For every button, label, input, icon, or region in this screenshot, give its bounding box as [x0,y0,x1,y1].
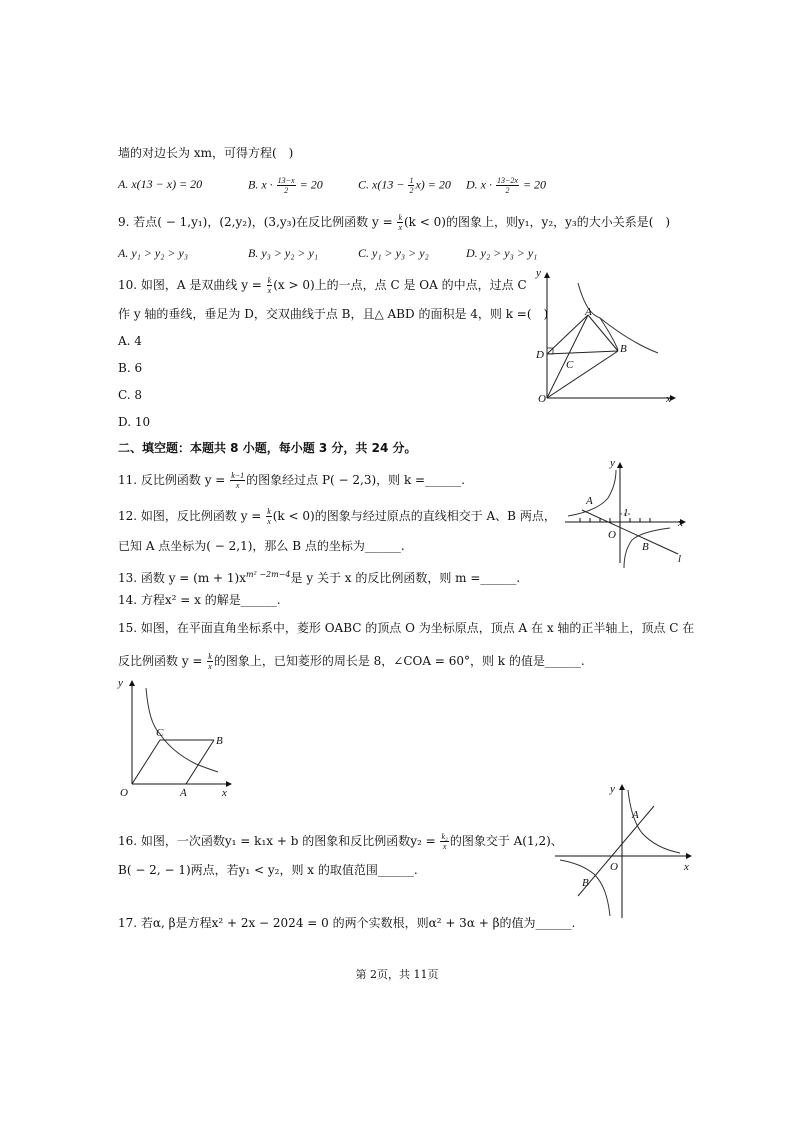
q10-fig-point-d: D [536,349,544,361]
q12-fig-point-a: A [586,495,593,507]
q16-stem-line2: B( − 2, − 1)两点，若y₁ < y₂，则 x 的取值范围______. [118,863,418,877]
q8-option-d: D. x · $\frac{13-2x}{2}$ = 20 [466,176,547,195]
q10-fig-y-label: y [536,267,541,279]
page-footer: 第 2页，共 11页 [355,968,439,981]
q10-figure [530,268,680,408]
q16-stem-line1: 16. 如图，一次函数y₁ = k₁x + b 的图象和反比例函数y₂ = $\frac{\text{k₂}}{x}$ 的图象交于 A(1,2)、 [118,832,563,851]
q12-stem-line1: 12. 如图，反比例函数 y = $\frac{k}{x}$ (k < 0)的图象与经过原点的直线相交于 A、B 两点， [118,507,556,526]
q9-option-d: D. y₂ > y₃ > y₁ [466,246,538,260]
q8-option-c: C. x(13 − $\frac{1}{2}$ x) = 20 [358,176,451,195]
q9-option-b: B. y₃ > y₂ > y₁ [248,246,319,260]
q12-stem-line2: 已知 A 点坐标为( − 2,1)，那么 B 点的坐标为______. [118,539,405,553]
q15-stem-line1: 15. 如图，在平面直角坐标系中，菱形 OABC 的顶点 O 为坐标原点，顶点 A 在 x 轴的正半轴上，顶点 C 在 [118,621,695,635]
q15-fig-point-b: B [216,735,223,747]
q16-fig-point-b: B [582,877,589,889]
q10-option-c: C. 8 [118,388,143,402]
q9-option-a: A. y₁ > y₂ > y₃ [118,246,189,260]
q10-fig-origin: O [538,393,546,405]
q10-fig-x-label: x [666,393,671,405]
q10-option-d: D. 10 [118,415,151,429]
q12-fig-point-b: B [642,541,649,553]
q15-fig-point-c: C [156,727,164,739]
q15-figure [116,676,236,801]
q15-fig-y-label: y [118,677,123,689]
q16-fig-y-label: y [610,783,615,795]
q12-fig-tick-one: 1 [623,507,629,519]
q8-option-b: B. x · $\frac{13-x}{2}$ = 20 [248,176,323,195]
q16-figure [550,778,700,923]
q16-fig-x-label: x [684,861,689,873]
q10-option-a: A. 4 [118,334,142,348]
q15-fig-origin: O [120,787,128,799]
q15-fig-x-label: x [222,787,227,799]
q10-fig-point-a: A [585,306,592,318]
q12-figure [560,458,690,568]
q10-fig-point-b: B [620,343,627,355]
q12-fig-line-l: l [678,553,682,565]
section-2-heading: 二、填空题：本题共 8 小题，每小题 3 分，共 24 分。 [118,441,417,455]
q8-option-a: A. x(13 − x) = 20 [118,177,203,191]
q8-stem-tail: 墙的对边长为 xm，可得方程( ) [118,146,294,160]
q14-stem: 14. 方程x² = x 的解是______. [118,593,281,607]
q12-fig-x-label: x [678,517,683,529]
q16-fig-point-a: A [632,809,639,821]
q10-stem-line2: 作 y 轴的垂线，垂足为 D，交双曲线于点 B，且△ ABD 的面积是 4，则 k =( ) [118,307,549,321]
q13-stem: 13. 函数 $y = (m + 1)x^{m^2 -2m-4}$是 y 关于 x 的反比例函数，则 m =______. [118,570,521,585]
q10-option-b: B. 6 [118,361,143,375]
q10-fig-point-c: C [566,359,574,371]
q11-stem: 11. 反比例函数 y = $\frac{k-1}{x}$ 的图象经过点 P( − 2,3)，则 k =______. [118,471,465,490]
q12-fig-origin: O [608,529,616,541]
q15-fig-point-a: A [180,787,187,799]
q15-stem-line2: 反比例函数 y = $\frac{k}{x}$ 的图象上，已知菱形的周长是 8，∠COA = 60°，则 k 的值是______. [118,652,585,671]
q17-stem: 17. 若α, β是方程x² + 2x − 2024 = 0 的两个实数根，则α² + 3α + β的值为______. [118,916,576,930]
q9-option-c: C. y₁ > y₃ > y₂ [358,246,429,260]
q9-stem: 9. 若点( − 1,y₁)，(2,y₂)，(3,y₃)在反比例函数 y = $\frac{k}{x}$ (k < 0)的图象上，则y₁，y₂，y₃的大小关系是( ) [118,213,671,232]
q10-stem-line1: 10. 如图，A 是双曲线 y = $\frac{k}{x}$ (x > 0)上的一点，点 C 是 OA 的中点，过点 C [118,276,527,295]
q16-fig-origin: O [610,861,618,873]
q12-fig-y-label: y [610,457,615,469]
